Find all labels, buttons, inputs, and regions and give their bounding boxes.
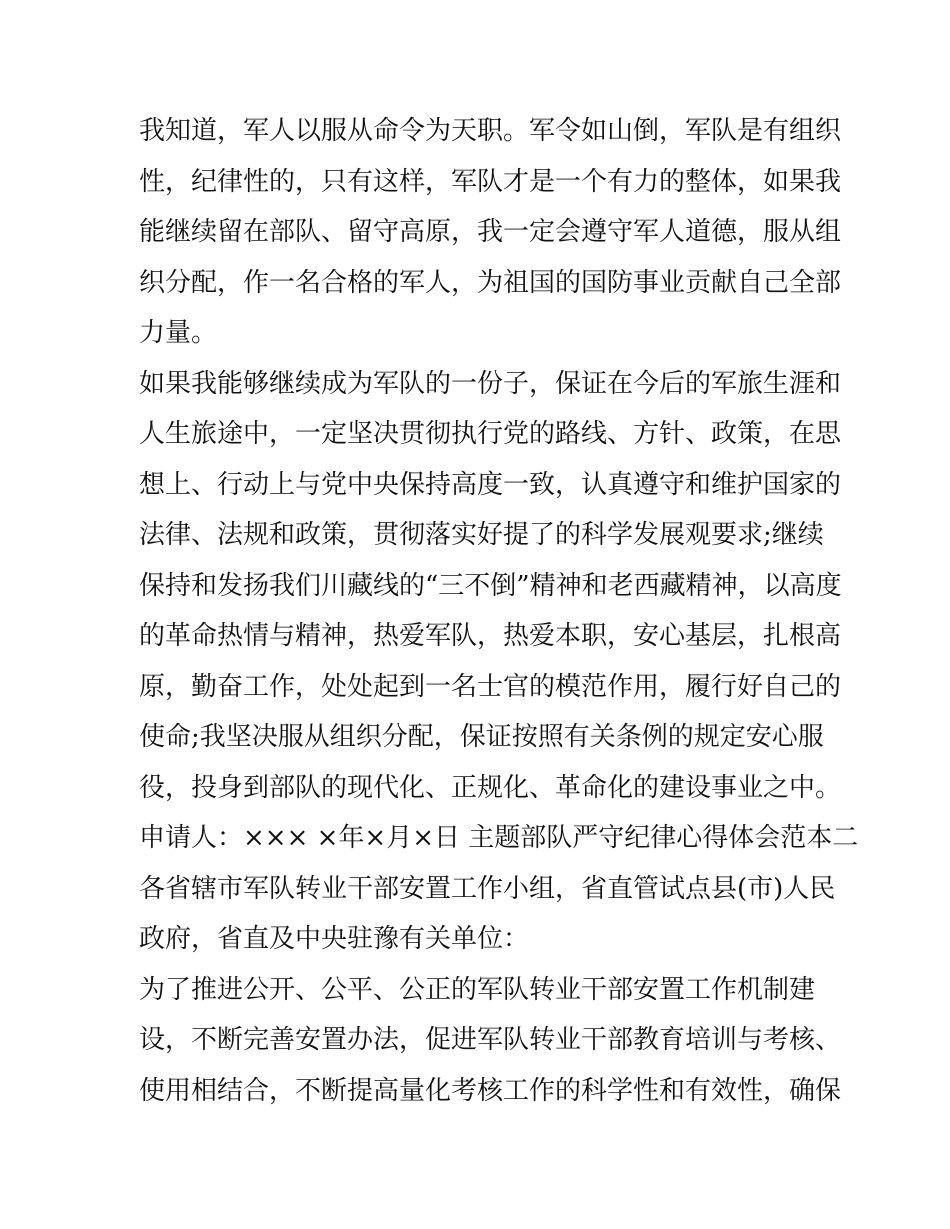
text-line-9: 法律、法规和政策，贯彻落实好提了的科学发展观要求;继续 — [139, 520, 824, 550]
text-line-10: 保持和发扬我们川藏线的“三不倒”精神和老西藏精神，以高度 — [139, 570, 842, 601]
text-line-3: 能继续留在部队、留守高原，我一定会遵守军人道德，服从组 — [139, 217, 842, 247]
text-line-6: 如果我能够继续成为军队的一份子，保证在今后的军旅生涯和 — [139, 368, 842, 399]
text-line-13: 使命;我坚决服从组织分配，保证按照有关条例的规定安心服 — [139, 722, 824, 752]
text-line-1: 我知道，军人以服从命令为天职。军令如山倒，军队是有组织 — [139, 116, 842, 146]
text-line-19: 设，不断完善安置办法，促进军队转业干部教育培训与考核、 — [139, 1025, 842, 1055]
text-line-5: 力量。 — [139, 318, 218, 348]
text-line-8: 想上、行动上与党中央保持高度一致，认真遵守和维护国家的 — [139, 469, 842, 500]
body-text — [139, 106, 859, 1116]
text-line-7: 人生旅途中，一定坚决贯彻执行党的路线、方针、政策，在思 — [139, 419, 842, 449]
text-line-2: 性，纪律性的，只有这样，军队才是一个有力的整体，如果我 — [139, 166, 842, 197]
text-line-15: 申请人：××× ×年×月×日 主题部队严守纪律心得体会范本二 — [139, 823, 859, 853]
text-line-17: 政府，省直及中央驻豫有关单位： — [139, 924, 530, 954]
text-line-16: 各省辖市军队转业干部安置工作小组，省直管试点县(市)人民 — [139, 873, 836, 904]
text-line-18: 为了推进公开、公平、公正的军队转业干部安置工作机制建 — [139, 974, 816, 1005]
text-line-14: 役，投身到部队的现代化、正规化、革命化的建设事业之中。 — [139, 772, 842, 803]
text-line-12: 原，勤奋工作，处处起到一名士官的模范作用，履行好自己的 — [139, 671, 842, 702]
text-line-11: 的革命热情与精神，热爱军队，热爱本职，安心基层，扎根高 — [139, 621, 842, 651]
text-line-4: 织分配，作一名合格的军人，为祖国的国防事业贡献自己全部 — [139, 267, 842, 298]
text-line-20: 使用相结合，不断提高量化考核工作的科学性和有效性，确保 — [139, 1075, 842, 1106]
